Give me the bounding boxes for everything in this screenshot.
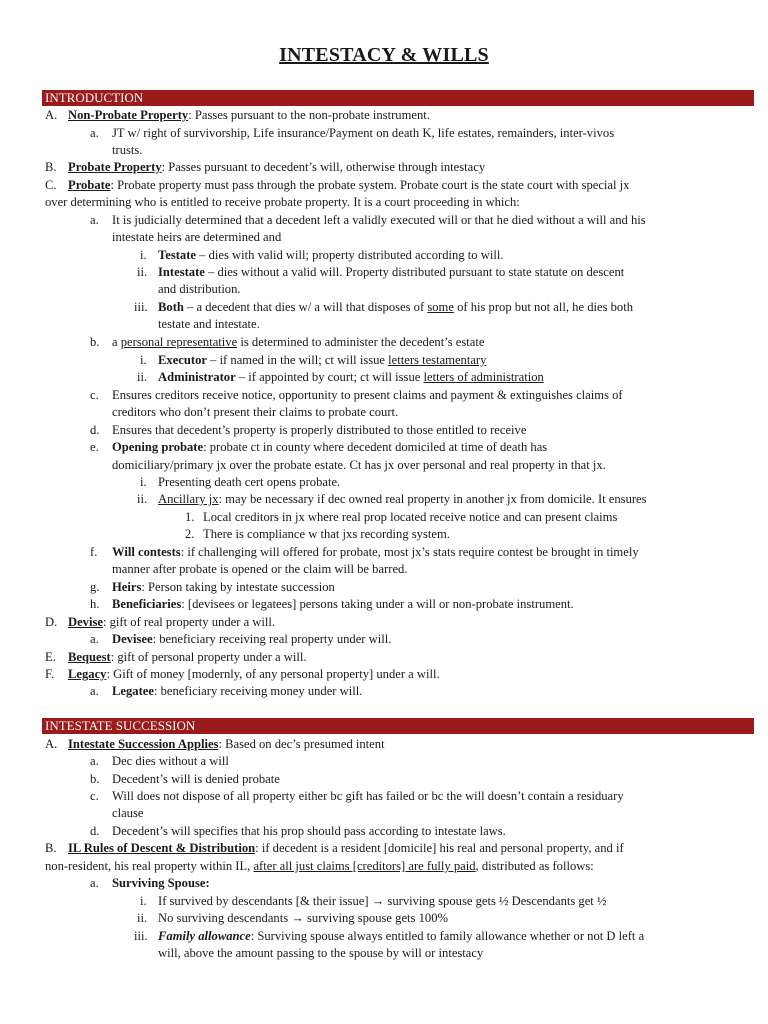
emphasized-text: after all just claims [creditors] are fully paid — [253, 859, 476, 873]
emphasized-text: Legatee — [112, 684, 154, 698]
list-marker: ii. — [137, 911, 148, 925]
outline-line — [158, 910, 448, 927]
emphasized-text: Both — [158, 300, 184, 314]
outline-line — [112, 596, 574, 613]
outline-line — [112, 439, 547, 456]
outline-line — [203, 509, 617, 526]
body-text: If survived by descendants [& their issue] → surviving spouse gets ½ Descendants get ½ — [158, 894, 607, 908]
body-text: : if decedent is a resident [domicile] his real and personal property, and if — [255, 841, 624, 855]
body-text: trusts. — [112, 143, 143, 157]
list-marker: i. — [140, 894, 147, 908]
outline-line — [158, 247, 503, 264]
body-text: : Gift of money [modernly, of any personal property] under a will. — [106, 667, 440, 681]
body-text: Decedent’s will is denied probate — [112, 772, 280, 786]
body-text: non-resident, his real property within IL, — [45, 859, 254, 873]
outline-line — [158, 893, 606, 910]
list-marker: d. — [90, 824, 100, 838]
list-marker: d. — [90, 423, 100, 437]
outline-line — [45, 858, 594, 875]
body-text: : Surviving spouse always entitled to family allowance whether or not D left a — [250, 929, 645, 943]
body-text: – dies without a valid will. Property distributed pursuant to state statute on descent — [204, 265, 625, 279]
outline-line — [203, 526, 450, 543]
body-text: Decedent’s will specifies that his prop should pass according to intestate laws. — [112, 824, 506, 838]
body-text: – if appointed by court; ct will issue — [235, 370, 424, 384]
emphasized-text: Probate — [68, 178, 111, 192]
list-marker: ii. — [137, 370, 148, 384]
emphasized-text: Non-Probate Property — [68, 108, 189, 122]
emphasized-text: Legacy — [68, 667, 107, 681]
emphasized-text: letters testamentary — [388, 353, 487, 367]
outline-line — [158, 281, 241, 298]
body-text: creditors who don’t present their claims to probate court. — [112, 405, 399, 419]
body-text: intestate heirs are determined and — [112, 230, 282, 244]
list-marker: ii. — [137, 492, 148, 506]
list-marker: a. — [90, 632, 99, 646]
outline-line — [112, 805, 143, 822]
outline-line — [45, 194, 520, 211]
outline-line — [158, 928, 644, 945]
outline-line — [158, 491, 647, 508]
emphasized-text: Testate — [158, 248, 197, 262]
emphasized-text: Devise — [68, 615, 103, 629]
body-text: : beneficiary receiving real property under will. — [152, 632, 392, 646]
outline-line — [112, 142, 142, 159]
outline-line — [158, 299, 633, 316]
body-text: : may be necessary if dec owned real property in another jx from domicile. It ensures — [218, 492, 647, 506]
list-marker: 1. — [185, 510, 195, 524]
body-text: : gift of personal property under a will. — [110, 650, 307, 664]
body-text: : Probate property must pass through the probate system. Probate court is the state court with special jx — [110, 178, 630, 192]
body-text: : gift of real property under a will. — [102, 615, 276, 629]
emphasized-text: Bequest — [68, 650, 111, 664]
body-text: : beneficiary receiving money under will. — [153, 684, 363, 698]
emphasized-text: Beneficiaries — [112, 597, 182, 611]
outline-line — [112, 229, 281, 246]
list-marker: i. — [140, 248, 147, 262]
outline-line — [112, 561, 407, 578]
outline-line — [158, 264, 624, 281]
list-marker: c. — [90, 789, 99, 803]
outline-line — [112, 387, 623, 404]
document-title: INTESTACY & WILLS — [279, 44, 489, 66]
section-heading-introduction: INTRODUCTION — [42, 90, 754, 106]
list-marker: a. — [90, 126, 99, 140]
body-text: of his prop but not all, he dies both — [453, 300, 634, 314]
body-text: – dies with valid will; property distributed according to will. — [196, 248, 504, 262]
outline-line — [112, 404, 398, 421]
outline-line — [68, 840, 624, 857]
outline-line — [112, 334, 484, 351]
list-marker: g. — [90, 580, 100, 594]
body-text: will, above the amount passing to the spouse by will or intestacy — [158, 946, 484, 960]
body-text: domiciliary/primary jx over the probate estate. Ct has jx over personal and real property in that jx. — [112, 458, 606, 472]
body-text: testate and intestate. — [158, 317, 260, 331]
list-marker: A. — [45, 737, 58, 751]
outline-line — [112, 212, 646, 229]
emphasized-text: some — [427, 300, 454, 314]
outline-line — [112, 683, 362, 700]
section-heading-intestate-succession: INTESTATE SUCCESSION — [42, 718, 754, 734]
body-text: : Person taking by intestate succession — [141, 580, 335, 594]
body-text: No surviving descendants → surviving spouse gets 100% — [158, 911, 448, 925]
list-marker: F. — [45, 667, 55, 681]
list-marker: a. — [90, 754, 99, 768]
body-text: Will does not dispose of all property either bc gift has failed or bc the will doesn’t contain a residuary — [112, 789, 624, 803]
outline-line — [68, 107, 430, 124]
outline-line — [112, 875, 210, 892]
outline-line — [158, 352, 486, 369]
emphasized-text: Intestate — [158, 265, 205, 279]
list-marker: iii. — [134, 300, 148, 314]
emphasized-text: Devisee — [112, 632, 153, 646]
body-text: is determined to administer the decedent’s estate — [237, 335, 485, 349]
outline-line — [158, 945, 483, 962]
body-text: Ensures that decedent’s property is properly distributed to those entitled to receive — [112, 423, 527, 437]
body-text: and distribution. — [158, 282, 241, 296]
body-text: : Passes pursuant to decedent’s will, otherwise through intestacy — [161, 160, 486, 174]
outline-line — [112, 788, 624, 805]
body-text: Dec dies without a will — [112, 754, 229, 768]
outline-line — [112, 823, 506, 840]
list-marker: e. — [90, 440, 99, 454]
outline-line — [112, 631, 391, 648]
body-text: clause — [112, 806, 144, 820]
body-text: : probate ct in county where decedent domiciled at time of death has — [203, 440, 548, 454]
outline-line — [112, 422, 526, 439]
outline-line — [68, 177, 629, 194]
outline-line — [112, 457, 606, 474]
outline-line — [68, 666, 440, 683]
body-text: Presenting death cert opens probate. — [158, 475, 341, 489]
emphasized-text: Executor — [158, 353, 207, 367]
outline-line — [158, 474, 340, 491]
body-text: – a decedent that dies w/ a will that disposes of — [183, 300, 428, 314]
list-marker: iii. — [134, 929, 148, 943]
list-marker: c. — [90, 388, 99, 402]
list-marker: B. — [45, 841, 57, 855]
emphasized-text: Opening probate — [112, 440, 204, 454]
list-marker: f. — [90, 545, 98, 559]
emphasized-text: Will contests — [112, 545, 181, 559]
outline-line — [112, 753, 229, 770]
body-text: over determining who is entitled to receive probate property. It is a court proceeding in which: — [45, 195, 520, 209]
emphasized-text: Ancillary jx — [158, 492, 219, 506]
body-text: Local creditors in jx where real prop located receive notice and can present claims — [203, 510, 618, 524]
body-text: There is compliance w that jxs recording system. — [203, 527, 450, 541]
body-text: JT w/ right of survivorship, Life insurance/Payment on death K, life estates, remainders, inter-vivos — [112, 126, 615, 140]
emphasized-text: personal representative — [120, 335, 238, 349]
emphasized-text: Surviving Spouse: — [112, 876, 210, 890]
body-text: Ensures creditors receive notice, opportunity to present claims and payment & extinguishes claims of — [112, 388, 623, 402]
emphasized-text: letters of administration — [423, 370, 544, 384]
list-marker: b. — [90, 335, 100, 349]
outline-line — [158, 369, 544, 386]
list-marker: h. — [90, 597, 100, 611]
emphasized-text: Intestate Succession Applies — [68, 737, 219, 751]
emphasized-text: Heirs — [112, 580, 142, 594]
outline-line — [158, 316, 260, 333]
list-marker: 2. — [185, 527, 195, 541]
list-marker: b. — [90, 772, 100, 786]
body-text: , distributed as follows: — [475, 859, 594, 873]
outline-line — [112, 125, 614, 142]
list-marker: a. — [90, 684, 99, 698]
outline-line — [112, 544, 639, 561]
list-marker: a. — [90, 213, 99, 227]
list-marker: A. — [45, 108, 58, 122]
emphasized-text: IL Rules of Descent & Distribution — [68, 841, 256, 855]
outline-line — [112, 579, 335, 596]
outline-line — [68, 736, 385, 753]
body-text: : [devisees or legatees] persons taking under a will or non-probate instrument. — [181, 597, 574, 611]
outline-line — [68, 649, 307, 666]
list-marker: i. — [140, 353, 147, 367]
outline-line — [68, 614, 275, 631]
list-marker: E. — [45, 650, 56, 664]
outline-line — [112, 771, 280, 788]
body-text: : Based on dec’s presumed intent — [218, 737, 385, 751]
emphasized-text: Administrator — [158, 370, 236, 384]
body-text: : if challenging will offered for probate, most jx’s stats require contest be brought in timely — [180, 545, 639, 559]
emphasized-text: Probate Property — [68, 160, 162, 174]
body-text: – if named in the will; ct will issue — [206, 353, 389, 367]
list-marker: ii. — [137, 265, 148, 279]
list-marker: C. — [45, 178, 57, 192]
list-marker: i. — [140, 475, 147, 489]
outline-line — [68, 159, 485, 176]
body-text: : Passes pursuant to the non-probate instrument. — [188, 108, 430, 122]
list-marker: B. — [45, 160, 57, 174]
body-text: manner after probate is opened or the claim will be barred. — [112, 562, 408, 576]
body-text: a — [112, 335, 121, 349]
list-marker: D. — [45, 615, 58, 629]
emphasized-text: Family allowance — [158, 929, 251, 943]
body-text: It is judicially determined that a decedent left a validly executed will or that he died without a will and his — [112, 213, 646, 227]
list-marker: a. — [90, 876, 99, 890]
